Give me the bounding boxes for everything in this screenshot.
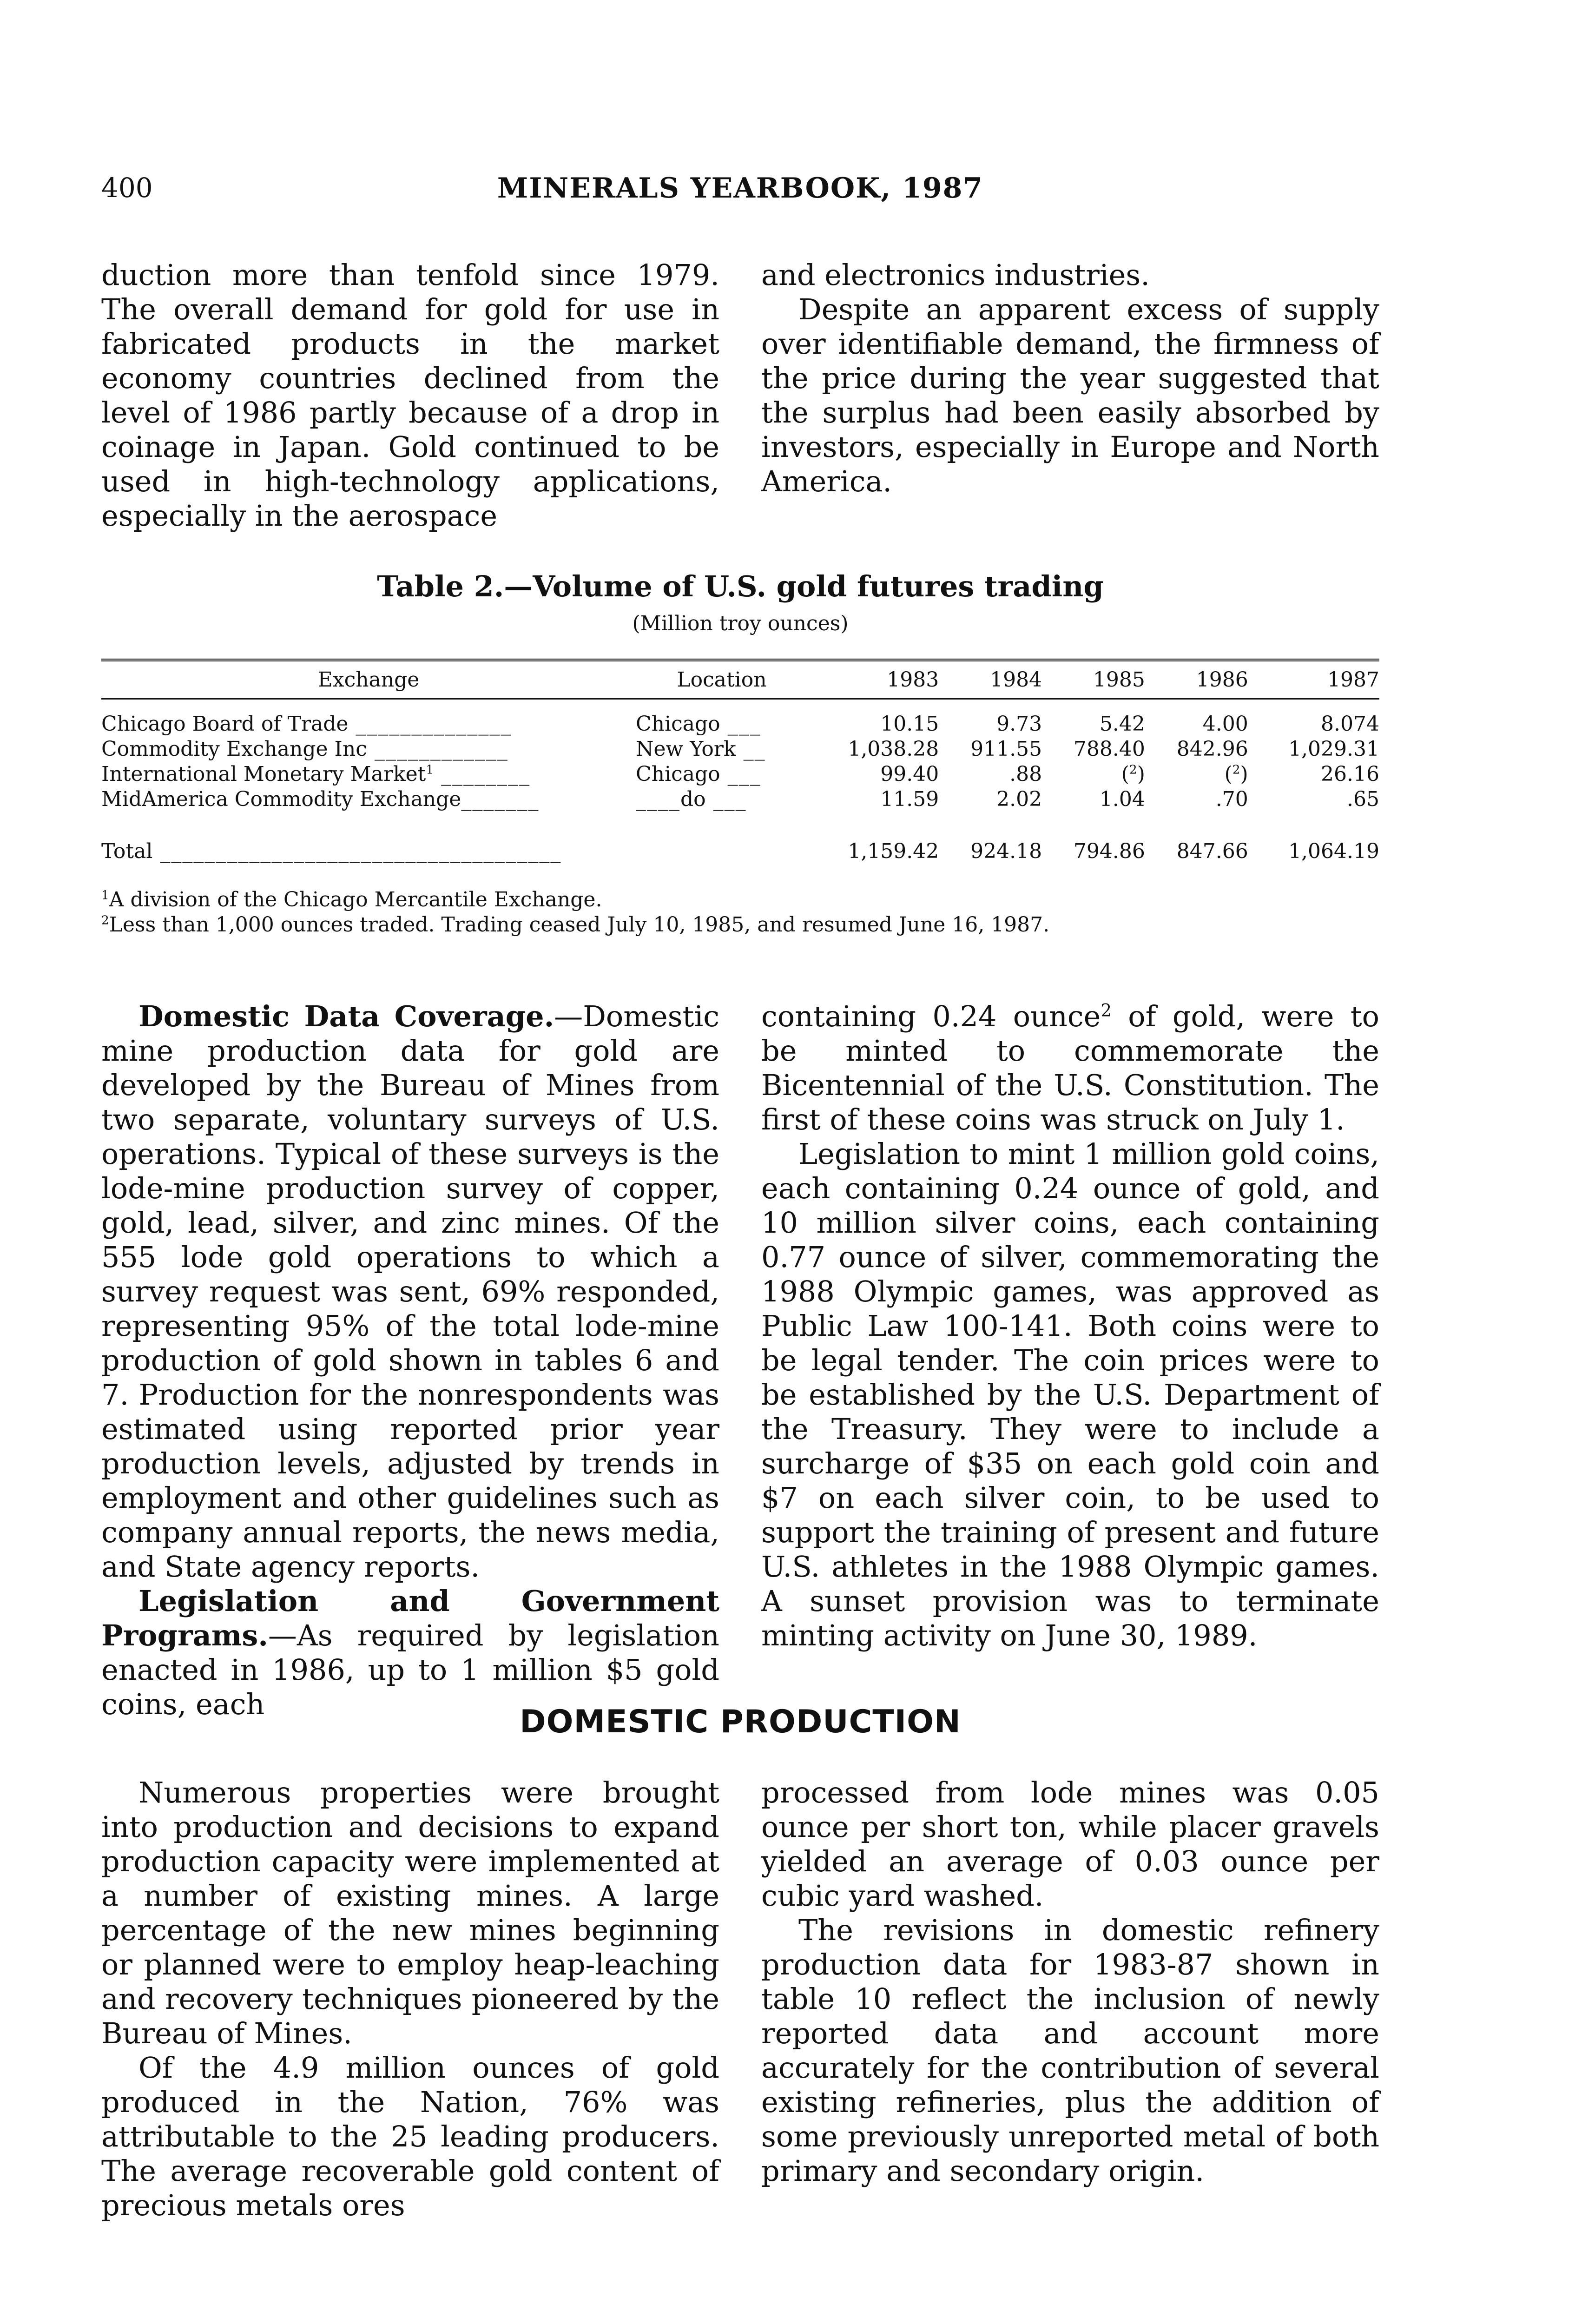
total-1984: 924.18 xyxy=(970,839,1042,863)
run-in-heading: Domestic Data Coverage. xyxy=(138,999,554,1033)
cell-1986: 842.96 xyxy=(1176,737,1248,761)
cell-location: Chicago xyxy=(636,712,720,736)
footnote-mark: 2 xyxy=(101,913,109,928)
cell-1987: 26.16 xyxy=(1321,762,1379,786)
paragraph: Of the 4.9 million ounces of gold produced in the Nation, 76% was attributable to the 25 leading producers. The average recoverable gold content of precious metals ores xyxy=(101,2051,719,2222)
paragraph: Legislation to mint 1 million gold coins, each containing 0.24 ounce of gold, and 10 million silver coins, each containing 0.77 ounce of silver, commemorating the 1988 Olympic games, was approved as Public Law 100-141. Both coins were to be legal tender. The coin prices were to be established by the U.S. Department of the Treasury. They were to include a surcharge of $35 on each gold coin and $7 on each silver coin, to be used to support the training of present and future U.S. athletes in the 1988 Olympic games. A sunset provision was to terminate minting activity on June 30, 1989. xyxy=(761,1137,1379,1652)
total-1987: 1,064.19 xyxy=(1288,839,1379,863)
cell-exchange: International Monetary Market xyxy=(101,762,426,786)
running-header xyxy=(101,172,1379,214)
top-left-column xyxy=(101,258,719,533)
cell-location: Chicago xyxy=(636,762,720,786)
table-row: International Monetary Market$^1$ ________ Chicago ___ 99.40 .88 ($^2$) ($^2$) 26.16 xyxy=(101,762,1379,786)
paragraph: Numerous properties were brought into production and decisions to expand production capacity were implemented at a number of existing mines. A large percentage of the new mines beginning or planned were to employ heap-leaching and recovery techniques pioneered by the Bureau of Mines. xyxy=(101,1776,719,2050)
footnote-mark: 2 xyxy=(1101,1000,1112,1021)
section-heading: DOMESTIC PRODUCTION xyxy=(520,1703,961,1740)
paragraph: duction more than tenfold since 1979. The overall demand for gold for use in fabricated products in the market economy countries declined from the level of 1986 partly because of a drop in coinage in Japan. Gold continued to be used in high-technology applications, especially in the aerospace xyxy=(101,258,719,533)
column-header-1985: 1985 xyxy=(1042,660,1145,699)
cell-1983: 11.59 xyxy=(880,787,939,811)
cell-location: New York xyxy=(636,737,736,761)
cell-1986: 2 xyxy=(1232,762,1240,777)
gold-futures-table xyxy=(101,659,1379,864)
cell-1983: 10.15 xyxy=(880,712,939,736)
cell-1985: 5.42 xyxy=(1099,712,1145,736)
top-right-column xyxy=(761,258,1379,533)
paragraph: Despite an apparent excess of supply over identifiable demand, the firmness of the price during the year suggested that the surplus had been easily absorbed by investors, especially in Europe and North America. xyxy=(761,292,1379,498)
cell-1984: 911.55 xyxy=(970,737,1042,761)
total-1986: 847.66 xyxy=(1176,839,1248,863)
cell-1985: 788.40 xyxy=(1073,737,1145,761)
cell-1983: 1,038.28 xyxy=(848,737,939,761)
top-text-columns xyxy=(101,258,1379,533)
footnote-mark: 1 xyxy=(101,888,109,903)
footnote-mark: 1 xyxy=(426,762,434,777)
bottom-left-column xyxy=(101,1776,719,2223)
cell-1985: 1.04 xyxy=(1099,787,1145,811)
bottom-right-column xyxy=(761,1776,1379,2223)
paragraph: The revisions in domestic refinery production data for 1983-87 shown in table 10 reflect the inclusion of newly reported data and account more accurately for the contribution of several existing refineries, plus the addition of some previously unreported metal of both primary and secondary origin. xyxy=(761,1913,1379,2188)
cell-exchange: Chicago Board of Trade xyxy=(101,712,349,736)
table-header-row xyxy=(101,660,1379,699)
total-1983: 1,159.42 xyxy=(848,839,939,863)
paragraph: processed from lode mines was 0.05 ounce per short ton, while placer gravels yielded an average of 0.03 ounce per cubic yard washed. xyxy=(761,1776,1379,1913)
column-header-1984: 1984 xyxy=(939,660,1042,699)
table-row: Chicago Board of Trade ______________ Chicago ___ 10.15 9.73 5.42 4.00 8.074 xyxy=(101,699,1379,737)
footnote: $^2$Less than 1,000 ounces traded. Trading ceased July 10, 1985, and resumed June 16, 1987. xyxy=(101,913,1050,937)
cell-1985: 2 xyxy=(1129,762,1137,777)
table-row: MidAmerica Commodity Exchange_______ ____do ___ 11.59 2.02 1.04 .70 .65 xyxy=(101,787,1379,811)
column-header-exchange: Exchange xyxy=(101,660,636,699)
cell-1984: .88 xyxy=(1009,762,1042,786)
table-row: Commodity Exchange Inc ____________ New York __ 1,038.28 911.55 788.40 842.96 1,029.31 xyxy=(101,737,1379,761)
cell-1986: 4.00 xyxy=(1202,712,1248,736)
total-label: Total xyxy=(101,839,153,863)
cell-location: do xyxy=(680,787,706,811)
footnote: $^1$A division of the Chicago Mercantile Exchange. xyxy=(101,888,602,911)
paragraph: and electronics industries. xyxy=(761,258,1150,292)
middle-right-column xyxy=(761,999,1379,1722)
cell-1986: .70 xyxy=(1215,787,1248,811)
running-title: MINERALS YEARBOOK, 1987 xyxy=(497,172,984,205)
table-total-row: Total ____________________________________ 1,159.42 924.18 794.86 847.66 1,064.19 xyxy=(101,812,1379,864)
cell-1984: 9.73 xyxy=(996,712,1042,736)
paragraph: Domestic Data Coverage.—Domestic mine production data for gold are developed by the Bureau of Mines from two separate, voluntary surveys of U.S. operations. Typical of these surveys is the lode-mine production survey of copper, gold, lead, silver, and zinc mines. Of the 555 lode gold operations to which a survey request was sent, 69% responded, representing 95% of the total lode-mine production of gold shown in tables 6 and 7. Production for the nonrespondents was estimated using reported prior year production levels, adjusted by trends in employment and other guidelines such as company annual reports, the news media, and State agency reports. xyxy=(101,999,719,1584)
run-in-heading: Legislation and Government Programs. xyxy=(101,1584,719,1652)
table-footnotes xyxy=(101,887,1379,938)
column-header-1986: 1986 xyxy=(1145,660,1248,699)
paragraph: Legislation and Government Programs.—As required by legislation enacted in 1986, up to 1 million $5 gold coins, each xyxy=(101,1584,719,1721)
column-header-location: Location xyxy=(636,660,808,699)
bottom-text-columns xyxy=(101,1776,1379,2223)
cell-1983: 99.40 xyxy=(880,762,939,786)
paragraph: containing 0.24 ounce$^2$ of gold, were to be minted to commemorate the Bicentennial of the U.S. Constitution. The first of these coins was struck on July 1. xyxy=(761,999,1379,1136)
page-number: 400 xyxy=(101,172,153,204)
cell-exchange: Commodity Exchange Inc xyxy=(101,737,367,761)
table-2 xyxy=(101,569,1379,938)
table-unit: (Million troy ounces) xyxy=(632,612,849,635)
cell-1987: 1,029.31 xyxy=(1288,737,1379,761)
total-1985: 794.86 xyxy=(1073,839,1145,863)
cell-exchange: MidAmerica Commodity Exchange xyxy=(101,787,461,811)
column-header-1987: 1987 xyxy=(1248,660,1379,699)
middle-left-column xyxy=(101,999,719,1722)
cell-1987: .65 xyxy=(1347,787,1379,811)
table-title: Table 2.—Volume of U.S. gold futures trading xyxy=(377,569,1104,603)
cell-1987: 8.074 xyxy=(1321,712,1379,736)
column-header-1983: 1983 xyxy=(808,660,939,699)
middle-text-columns xyxy=(101,999,1379,1722)
cell-1984: 2.02 xyxy=(996,787,1042,811)
